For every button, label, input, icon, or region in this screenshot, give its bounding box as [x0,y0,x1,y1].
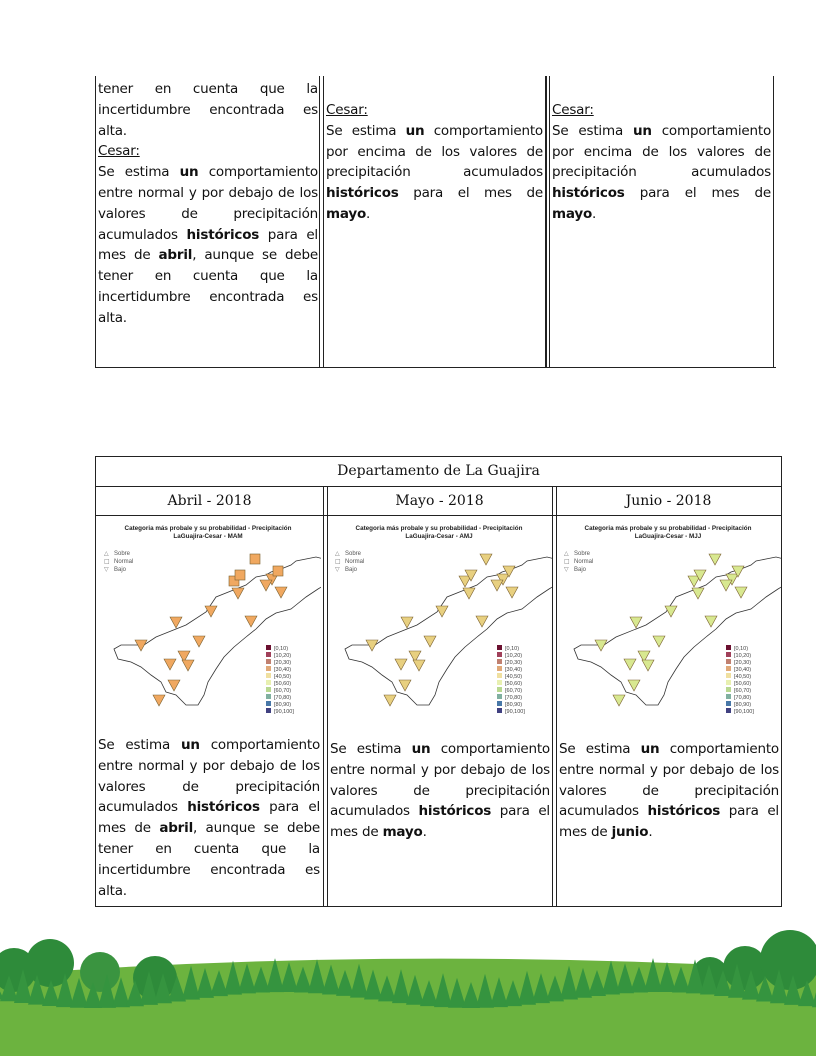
map-title: Categoria más probale y su probabilidad - Precipitación [124,525,292,532]
top-table-col-1 [95,76,320,367]
text-part: , aunque se debe tener en cuenta que la incertidumbre encontrada es alta. [98,820,320,899]
precipitation-map-amj [327,517,552,729]
text-part: , aunque se debe tener en cuenta que la incertidumbre encontrada es alta. [98,247,318,326]
legend-range-label: [60,70) [274,688,292,694]
legend-color-swatch [497,673,502,678]
table-title: Departamento de La Guajira [96,457,781,487]
legend-category-label: Sobre [114,551,131,557]
continuation-text: tener en cuenta que la incertidumbre encontrada es alta. [98,81,318,139]
legend-color-swatch [497,694,502,699]
normal-marker [250,554,260,564]
text-part: comportamiento entre normal y por debajo de los valores de precipitación acumulados [98,737,321,816]
legend-range-label: [30,40) [734,667,752,673]
text-bold: históricos [647,803,721,820]
text-bold: históricos [186,226,260,243]
top-table-col-2 [323,76,545,367]
map-title: Categoria más probale y su probabilidad - Precipitación [584,525,752,532]
text-bold: un [179,164,199,181]
header-junio: Junio - 2018 [625,493,712,509]
top-table-col-3 [549,76,774,367]
legend-category-label: Normal [114,559,134,565]
top-table [95,76,776,368]
legend-range-label: [30,40) [505,667,523,673]
text-part: Se estima [330,741,412,757]
normal-marker [273,566,283,576]
legend-color-swatch [726,708,731,713]
legend-range-label: [40,50) [505,674,523,680]
legend-category-label: Bajo [345,567,358,573]
legend-color-swatch [497,687,502,692]
legend-range-label: [20,30) [505,660,523,666]
month-bold: junio [611,824,649,841]
legend-color-swatch [726,694,731,699]
legend-category-label: Normal [345,559,365,565]
text-part: comportamiento entre normal y por debajo de los valores de precipitación acumulados [98,164,318,243]
below-normal-marker [613,695,625,706]
legend-range-label: [10,20) [734,653,752,659]
text-bold: históricos [418,803,492,820]
region-label-cesar: Cesar: [552,102,594,118]
text-part: para el mes de [624,185,771,202]
legend-color-swatch [726,652,731,657]
map-subtitle: LaGuajira-Cesar - AMJ [405,533,473,540]
legend-color-swatch [497,652,502,657]
forest-hills-decoration [0,930,816,1056]
legend-color-swatch [266,680,271,685]
legend-symbol-icon: ▽ [104,566,109,573]
col1-text [96,79,320,329]
legend-color-swatch [266,652,271,657]
desc-abril [96,735,322,901]
legend-color-swatch [726,701,731,706]
legend-range-label: [60,70) [505,688,523,694]
legend-symbol-icon: △ [335,550,340,557]
text-part: para el mes de [98,226,318,264]
region-label-cesar: Cesar: [98,143,140,160]
legend-category-label: Sobre [345,551,362,557]
legend-color-swatch [266,645,271,650]
legend-color-swatch [497,680,502,685]
legend-range-label: [10,20) [505,653,523,659]
col2-text [324,100,545,225]
col3-text [550,100,773,225]
region-label-cesar: Cesar: [326,102,368,118]
legend-color-swatch [497,708,502,713]
text-part: para el mes de [398,185,543,202]
legend-range-label: [50,60) [505,681,523,687]
map-junio [556,517,781,729]
header-abril: Abril - 2018 [167,493,252,509]
legend-range-label: [10,20) [274,653,292,659]
desc-junio [557,739,781,843]
header-mayo: Mayo - 2018 [395,493,484,509]
month-header-row [96,487,781,516]
legend-color-swatch [726,673,731,678]
map-mayo [327,517,552,729]
legend-range-label: [70,80) [505,695,523,701]
legend-color-swatch [266,673,271,678]
month-bold: abril [159,820,193,837]
text-bold: un [632,122,652,139]
legend-range-label: [60,70) [734,688,752,694]
legend-symbol-icon: □ [104,558,110,565]
text-part: comportamiento por encima de los valores de precipitación acumulados [552,122,772,181]
la-guajira-table [95,456,782,907]
text-part: . [422,824,427,841]
text-part: comportamiento entre normal y por debajo de los valores de precipitación acumulados [559,741,779,820]
legend-range-label: [90,100] [505,709,525,715]
legend-range-label: [30,40) [274,667,292,673]
legend-color-swatch [497,659,502,664]
legend-range-label: [0,10) [505,646,520,652]
legend-range-label: [70,80) [274,695,292,701]
legend-color-swatch [497,645,502,650]
legend-symbol-icon: △ [564,550,569,557]
text-part: Se estima [326,122,406,139]
below-normal-marker [709,554,721,565]
text-part: comportamiento entre normal y por debajo de los valores de precipitación acumulados [330,741,550,820]
map-abril [96,517,323,729]
text-part: comportamiento por encima de los valores de precipitación acumulados [326,122,543,181]
legend-symbol-icon: □ [564,558,570,565]
legend-category-label: Normal [574,559,594,565]
precipitation-map-mjj [556,517,781,729]
below-normal-marker [153,695,165,706]
text-bold: un [411,741,431,757]
legend-range-label: [80,90) [734,702,752,708]
legend-range-label: [0,10) [734,646,749,652]
text-part: Se estima [98,737,181,753]
legend-range-label: [20,30) [274,660,292,666]
text-part: Se estima [559,741,641,757]
legend-category-label: Bajo [574,567,587,573]
below-normal-marker [384,695,396,706]
text-part: para el mes de [98,799,320,837]
legend-color-swatch [266,708,271,713]
month-bold: abril [158,247,193,264]
month-bold: mayo [552,205,593,222]
legend-range-label: [80,90) [274,702,292,708]
legend-range-label: [20,30) [734,660,752,666]
legend-color-swatch [726,680,731,685]
legend-range-label: [80,90) [505,702,523,708]
text-part: . [648,824,653,841]
below-normal-marker [630,617,642,628]
legend-range-label: [90,100] [734,709,754,715]
legend-color-swatch [266,701,271,706]
below-normal-marker [480,554,492,565]
legend-color-swatch [266,687,271,692]
below-normal-marker [401,617,413,628]
text-part: . [366,205,371,222]
legend-range-label: [70,80) [734,695,752,701]
legend-color-swatch [726,687,731,692]
text-bold: históricos [326,185,399,202]
desc-mayo [328,739,552,843]
map-subtitle: LaGuajira-Cesar - MJJ [634,533,702,540]
legend-color-swatch [726,666,731,671]
below-normal-marker [170,617,182,628]
legend-range-label: [90,100] [274,709,294,715]
text-part: . [592,205,597,222]
legend-color-swatch [726,645,731,650]
legend-range-label: [40,50) [734,674,752,680]
legend-symbol-icon: △ [104,550,109,557]
text-bold: un [405,122,425,139]
legend-symbol-icon: □ [335,558,341,565]
legend-category-label: Bajo [114,567,127,573]
legend-range-label: [40,50) [274,674,292,680]
text-part: Se estima [552,122,633,139]
legend-color-swatch [266,694,271,699]
map-subtitle: LaGuajira-Cesar - MAM [173,533,243,540]
legend-range-label: [0,10) [274,646,289,652]
legend-color-swatch [266,666,271,671]
text-part: para el mes de [559,803,779,841]
legend-range-label: [50,60) [734,681,752,687]
legend-color-swatch [266,659,271,664]
precipitation-map-mam [96,517,321,729]
text-bold: un [180,737,200,753]
legend-symbol-icon: ▽ [335,566,340,573]
text-part: Se estima [98,164,180,181]
normal-marker [235,570,245,580]
legend-color-swatch [497,701,502,706]
month-bold: mayo [326,205,367,222]
legend-range-label: [50,60) [274,681,292,687]
legend-color-swatch [497,666,502,671]
legend-category-label: Sobre [574,551,591,557]
legend-color-swatch [726,659,731,664]
month-bold: mayo [382,824,423,841]
text-bold: históricos [187,799,260,816]
text-part: para el mes de [330,803,550,841]
text-bold: históricos [552,185,625,202]
text-bold: un [640,741,660,757]
map-title: Categoria más probale y su probabilidad - Precipitación [355,525,523,532]
legend-symbol-icon: ▽ [564,566,569,573]
